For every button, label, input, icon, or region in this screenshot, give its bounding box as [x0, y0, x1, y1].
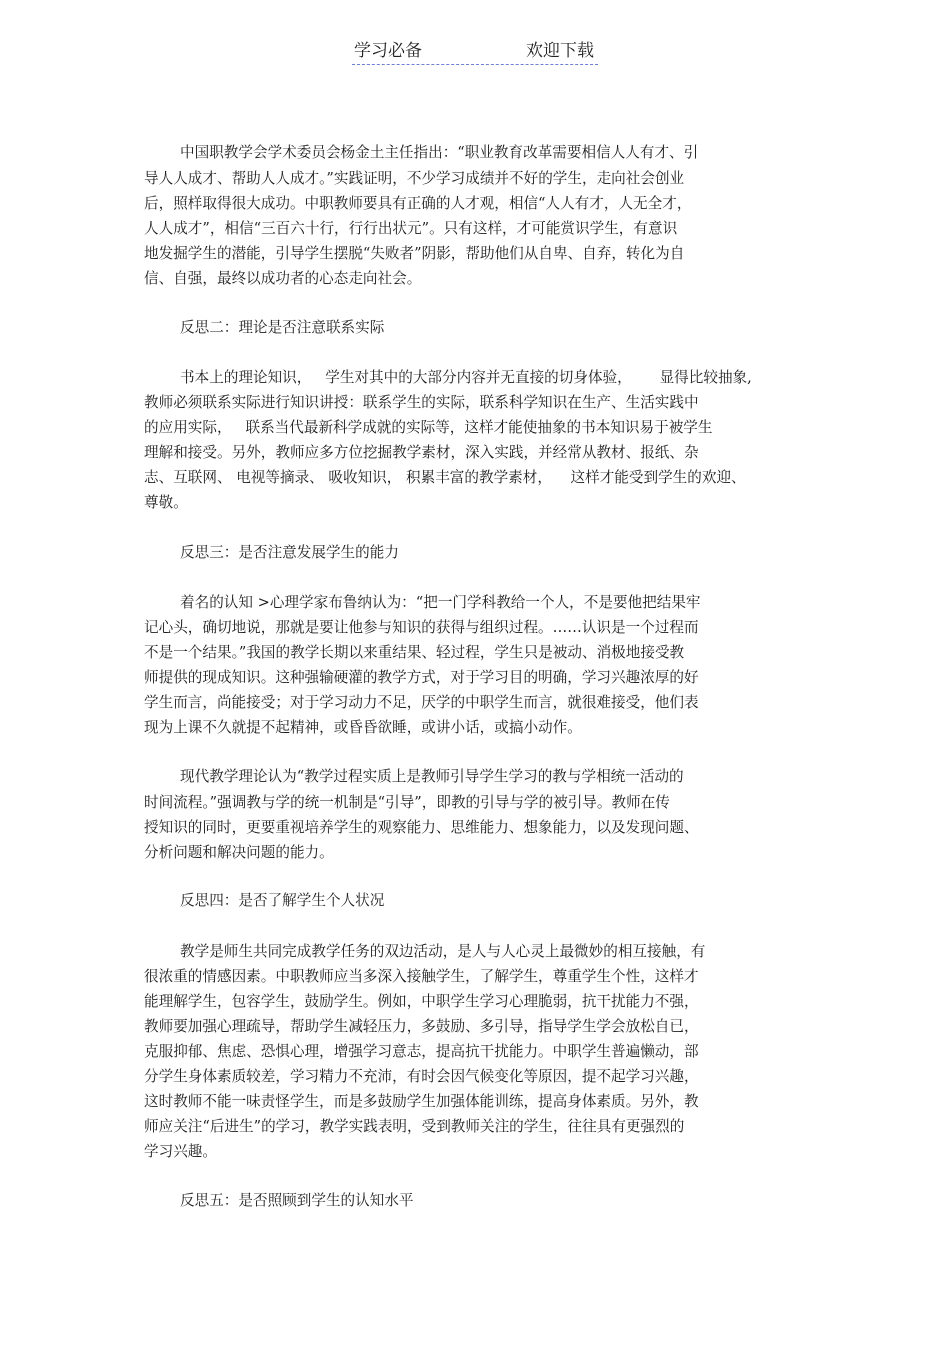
- paragraph-5-line: 这时教师不能一味责怪学生，而是多鼓励学生加强体能训练，提高身体素质。另外，教: [144, 1093, 699, 1110]
- page-header: [352, 40, 598, 65]
- section-heading: 反思三：是否注意发展学生的能力: [180, 544, 399, 561]
- paragraph-2-line: 志、互联网、 电视等摘录、 吸收知识， 积累丰富的教学素材， 这样才能受到学生的欢迎、: [144, 469, 746, 486]
- paragraph-1-line: 导人人成才、帮助人人成才。”实践证明，不少学习成绩并不好的学生，走向社会创业: [144, 170, 685, 187]
- paragraph-4-line: 现代教学理论认为“教学过程实质上是教师引导学生学习的教与学相统一活动的: [180, 768, 684, 785]
- paragraph-1-line: 中国职教学会学术委员会杨金土主任指出：“职业教育改革需要相信人人有才、引: [180, 144, 699, 161]
- paragraph-5-line: 很浓重的情感因素。中职教师应当多深入接触学生，了解学生，尊重学生个性，这样才: [144, 968, 699, 985]
- section-heading: 反思五：是否照顾到学生的认知水平: [180, 1192, 414, 1209]
- paragraph-3-line: 不是一个结果。”我国的教学长期以来重结果、轻过程，学生只是被动、消极地接受教: [144, 644, 685, 661]
- section-heading: 反思二：理论是否注意联系实际: [180, 319, 385, 336]
- paragraph-5-line: 能理解学生，包容学生，鼓励学生。例如，中职学生学习心理脆弱，抗干扰能力不强，: [144, 993, 699, 1010]
- paragraph-1-line: 后，照样取得很大成功。中职教师要具有正确的人才观，相信“人人有才，人无全才，: [144, 195, 692, 212]
- paragraph-4-line: 分析问题和解决问题的能力。: [144, 844, 334, 861]
- paragraph-3-line: 现为上课不久就提不起精神，或昏昏欲睡，或讲小话，或搞小动作。: [144, 719, 582, 736]
- paragraph-2-line: 尊敬。: [144, 494, 188, 511]
- paragraph-2-line: 的应用实际， 联系当代最新科学成就的实际等，这样才能使抽象的书本知识易于被学生: [144, 419, 713, 436]
- paragraph-3-line: 师提供的现成知识。这种强输硬灌的教学方式，对于学习目的明确，学习兴趣浓厚的好: [144, 669, 699, 686]
- paragraph-5-line: 分学生身体素质较差，学习精力不充沛，有时会因气候变化等原因，提不起学习兴趣，: [144, 1068, 699, 1085]
- paragraph-4-line: 授知识的同时，更要重视培养学生的观察能力、思维能力、想象能力，以及发现问题、: [144, 819, 699, 836]
- section-heading: 反思四：是否了解学生个人状况: [180, 892, 385, 909]
- paragraph-5-line: 师应关注“后进生”的学习，教学实践表明，受到教师关注的学生，往往具有更强烈的: [144, 1118, 685, 1135]
- paragraph-5-line: 教师要加强心理疏导，帮助学生减轻压力，多鼓励、多引导，指导学生学会放松自已，: [144, 1018, 699, 1035]
- paragraph-1-line: 人人成才”，相信“三百六十行，行行出状元”。只有这样，才可能赏识学生，有意识: [144, 220, 678, 237]
- header-left-text: 学习必备: [354, 41, 422, 61]
- paragraph-5-line: 学习兴趣。: [144, 1143, 217, 1160]
- paragraph-2-line: 教师必须联系实际进行知识讲授：联系学生的实际，联系科学知识在生产、生活实践中: [144, 394, 699, 411]
- paragraph-5-line: 教学是师生共同完成教学任务的双边活动，是人与人心灵上最微妙的相互接触，有: [180, 943, 706, 960]
- paragraph-2-line: 书本上的理论知识， 学生对其中的大部分内容并无直接的切身体验， 显得比较抽象,: [180, 369, 752, 386]
- paragraph-3-line: 记心头，确切地说，那就是要让他参与知识的获得与组织过程。……认识是一个过程而: [144, 619, 699, 636]
- paragraph-3-line: 着名的认知 >心理学家布鲁纳认为：“把一门学科教给一个人，不是要他把结果牢: [180, 594, 701, 611]
- paragraph-1-line: 信、自强，最终以成功者的心态走向社会。: [144, 270, 422, 287]
- paragraph-5-line: 克服抑郁、焦虑、恐惧心理，增强学习意志，提高抗干扰能力。中职学生普遍懒动，部: [144, 1043, 699, 1060]
- paragraph-2-line: 理解和接受。另外，教师应多方位挖掘教学素材，深入实践，并经常从教材、报纸、杂: [144, 444, 699, 461]
- paragraph-4-line: 时间流程。”强调教与学的统一机制是“引导”，即教的引导与学的被引导。教师在传: [144, 794, 670, 811]
- paragraph-3-line: 学生而言，尚能接受；对于学习动力不足，厌学的中职学生而言，就很难接受，他们表: [144, 694, 699, 711]
- header-right-text: 欢迎下载: [526, 41, 594, 61]
- paragraph-1-line: 地发掘学生的潜能，引导学生摆脱“失败者”阴影，帮助他们从自卑、自弃，转化为自: [144, 245, 685, 262]
